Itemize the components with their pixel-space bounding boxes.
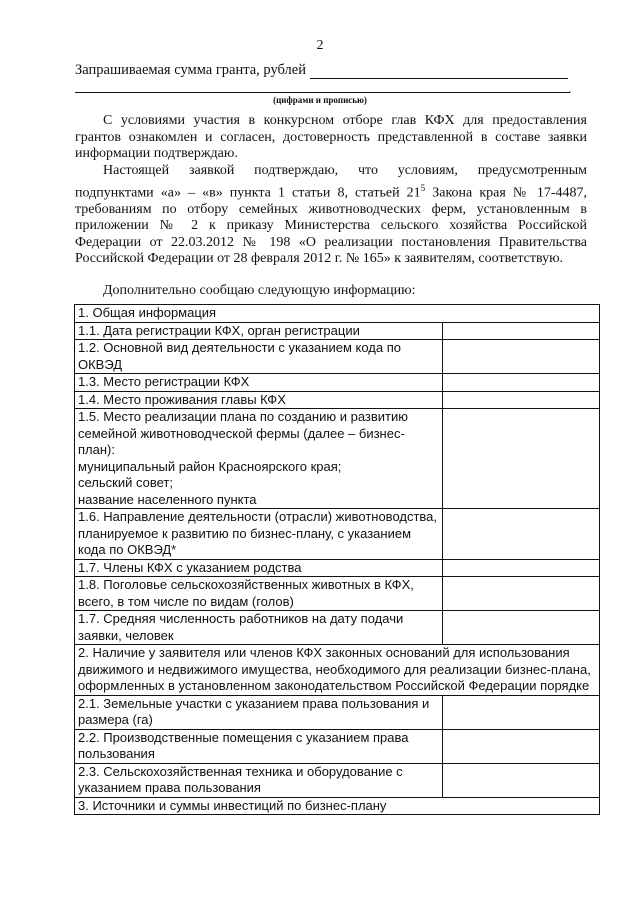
grant-amount-label: Запрашиваемая сумма гранта, рублей xyxy=(75,62,306,78)
row-value-cell[interactable] xyxy=(443,509,600,560)
row-value-cell[interactable] xyxy=(443,577,600,611)
info-table xyxy=(74,304,600,815)
row-value-cell[interactable] xyxy=(443,409,600,509)
page-number: 2 xyxy=(316,38,324,53)
table-row xyxy=(75,797,600,815)
row-value-cell[interactable] xyxy=(443,322,600,340)
paragraph-additional-info-text: Дополнительно сообщаю следующую информацию: xyxy=(103,283,416,298)
table-row xyxy=(75,645,600,696)
row-value-cell[interactable] xyxy=(443,340,600,374)
table-row xyxy=(75,391,600,409)
table-row xyxy=(75,729,600,763)
row-value-cell[interactable] xyxy=(443,695,600,729)
paragraph-confirmation-text-a: Настоящей заявкой подтверждаю, что условиям, предусмотренным подпунктами «а» – «в» пункта 1 статьи 8, статьей 21 xyxy=(75,163,587,201)
table-row xyxy=(75,559,600,577)
row-value-cell[interactable] xyxy=(443,611,600,645)
table-row xyxy=(75,763,600,797)
row-label: 2.1. Земельные участки с указанием права пользования и размера (га) xyxy=(75,695,443,729)
table-row xyxy=(75,509,600,560)
row-label: 2. Наличие у заявителя или членов КФХ законных оснований для использования движимого и недвижимого имущества, необходимого для реализации бизнес-плана, оформленных в установленном законодательством Российской Федерации порядке xyxy=(75,645,600,696)
table-row xyxy=(75,409,600,509)
row-label: 1.7. Средняя численность работников на дату подачи заявки, человек xyxy=(75,611,443,645)
row-value-cell[interactable] xyxy=(443,729,600,763)
row-label: 1.3. Место регистрации КФХ xyxy=(75,374,443,392)
row-value-cell[interactable] xyxy=(443,559,600,577)
paragraph-consent-text: С условиями участия в конкурсном отборе глав КФХ для предоставления грантов ознакомлен и согласен, достоверность представленной в составе заявки информации подтверждаю. xyxy=(75,113,587,161)
table-row xyxy=(75,322,600,340)
paragraph-confirmation-sup: 5 xyxy=(420,182,426,193)
row-value-cell[interactable] xyxy=(443,763,600,797)
paragraph-additional-info xyxy=(75,283,587,300)
row-label: 1.4. Место проживания главы КФХ xyxy=(75,391,443,409)
row-value-cell[interactable] xyxy=(443,374,600,392)
table-row xyxy=(75,695,600,729)
grant-end-mark: . xyxy=(568,82,572,97)
grant-amount-hint: (цифрами и прописью) xyxy=(273,95,367,105)
paragraph-consent xyxy=(75,113,587,163)
grant-amount-field-line2[interactable] xyxy=(75,92,569,93)
row-label: 1.5. Место реализации плана по созданию и развитию семейной животноводческой фермы (далее – бизнес-план): муниципальный район Красноярского края; сельский совет; название населенного пункта xyxy=(75,409,443,509)
table-row xyxy=(75,305,600,323)
row-label: 3. Источники и суммы инвестиций по бизнес-плану xyxy=(75,797,600,815)
row-value-cell[interactable] xyxy=(443,391,600,409)
table-row xyxy=(75,577,600,611)
table-row xyxy=(75,374,600,392)
row-label: 1.8. Поголовье сельскохозяйственных животных в КФХ, всего, в том числе по видам (голов) xyxy=(75,577,443,611)
row-label: 2.3. Сельскохозяйственная техника и оборудование с указанием права пользования xyxy=(75,763,443,797)
table-row xyxy=(75,611,600,645)
row-label: 2.2. Производственные помещения с указанием права пользования xyxy=(75,729,443,763)
grant-amount-line xyxy=(75,62,568,79)
row-label: 1.2. Основной вид деятельности с указанием кода по ОКВЭД xyxy=(75,340,443,374)
row-label: 1. Общая информация xyxy=(75,305,600,323)
grant-amount-field[interactable] xyxy=(310,64,568,79)
table-row xyxy=(75,340,600,374)
paragraph-confirmation-text-b: Закона края № 17-4487, требованиям по отбору семейных животноводческих ферм, установленным в приложении № 2 к приказу Министерства сельского хозяйства Российской Федерации от 22.03.2012 № 198 «О реализации постановления Правительства Российской Федерации от 28 февраля 2012 г. № 165» к заявителям, соответствую. xyxy=(75,185,588,267)
row-label: 1.6. Направление деятельности (отрасли) животноводства, планируемое к развитию по бизнес-плану, с указанием кода по ОКВЭД* xyxy=(75,509,443,560)
row-label: 1.7. Члены КФХ с указанием родства xyxy=(75,559,443,577)
row-label: 1.1. Дата регистрации КФХ, орган регистрации xyxy=(75,322,443,340)
paragraph-confirmation xyxy=(75,163,587,268)
